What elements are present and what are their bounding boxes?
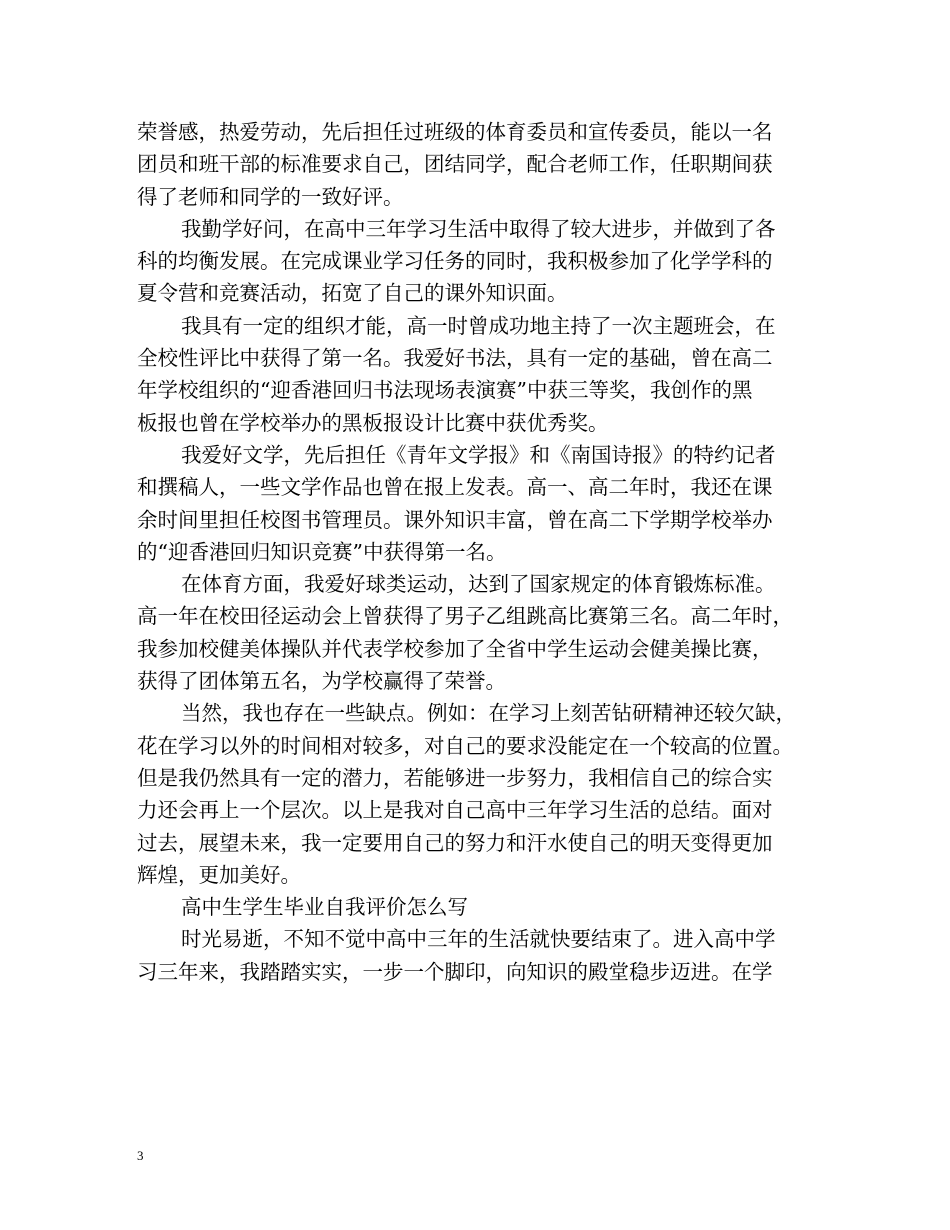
paragraph-first-line: 在体育方面，我爱好球类运动，达到了国家规定的体育锻炼标准。 [181,572,776,597]
paragraph-first-line: 当然，我也存在一些缺点。例如：在学习上刻苦钻研精神还较欠缺， [181,701,796,726]
paragraph-first-line: 我具有一定的组织才能，高一时曾成功地主持了一次主题班会，在 [181,313,776,338]
text-line: 荣誉感，热爱劳动，先后担任过班级的体育委员和宣传委员，能以一名 [137,120,773,144]
text-line: 科的均衡发展。在完成课业学习任务的同时，我积极参加了化学学科的 [137,249,773,274]
text-line: 辉煌，更加美好。 [137,862,301,887]
section-heading: 高中生学生毕业自我评价怎么写 [181,895,468,920]
text-line: 过去，展望未来，我一定要用自己的努力和汗水使自己的明天变得更加 [137,830,773,855]
paragraph-first-line: 我勤学好问，在高中三年学习生活中取得了较大进步，并做到了各 [181,216,776,241]
text-line: 年学校组织的“迎香港回归书法现场表演赛”中获三等奖，我创作的黑 [137,378,753,403]
page-number: 3 [137,1148,144,1163]
text-line: 和撰稿人，一些文学作品也曾在报上发表。高一、高二年时，我还在课 [137,475,773,500]
text-line: 习三年来，我踏踏实实，一步一个脚印，向知识的殿堂稳步迈进。在学 [137,959,773,984]
text-line: 花在学习以外的时间相对较多，对自己的要求没能定在一个较高的位置。 [137,733,793,758]
text-line: 获得了团体第五名，为学校赢得了荣誉。 [137,669,506,694]
paragraph-first-line: 我爱好文学，先后担任《青年文学报》和《南国诗报》的特约记者 [181,442,776,467]
text-line: 夏令营和竞赛活动，拓宽了自己的课外知识面。 [137,281,568,306]
text-line: 全校性评比中获得了第一名。我爱好书法，具有一定的基础，曾在高二 [137,346,773,371]
text-line: 力还会再上一个层次。以上是我对自己高中三年学习生活的总结。面对 [137,798,773,823]
text-line: 我参加校健美体操队并代表学校参加了全省中学生运动会健美操比赛， [137,636,773,661]
text-line: 余时间里担任校图书管理员。课外知识丰富，曾在高二下学期学校举办 [137,507,773,532]
text-line: 但是我仍然具有一定的潜力，若能够进一步努力，我相信自己的综合实 [137,765,773,790]
text-line: 的“迎香港回归知识竞赛”中获得第一名。 [137,539,507,564]
text-line: 高一年在校田径运动会上曾获得了男子乙组跳高比赛第三名。高二年时， [137,604,793,629]
paragraph-first-line: 时光易逝，不知不觉中高中三年的生活就快要结束了。进入高中学 [181,927,776,952]
text-line: 板报也曾在学校举办的黑板报设计比赛中获优秀奖。 [137,410,609,435]
document-body [137,116,827,988]
text-line: 得了老师和同学的一致好评。 [137,184,404,209]
text-line: 团员和班干部的标准要求自己，团结同学，配合老师工作，任职期间获 [137,152,773,177]
